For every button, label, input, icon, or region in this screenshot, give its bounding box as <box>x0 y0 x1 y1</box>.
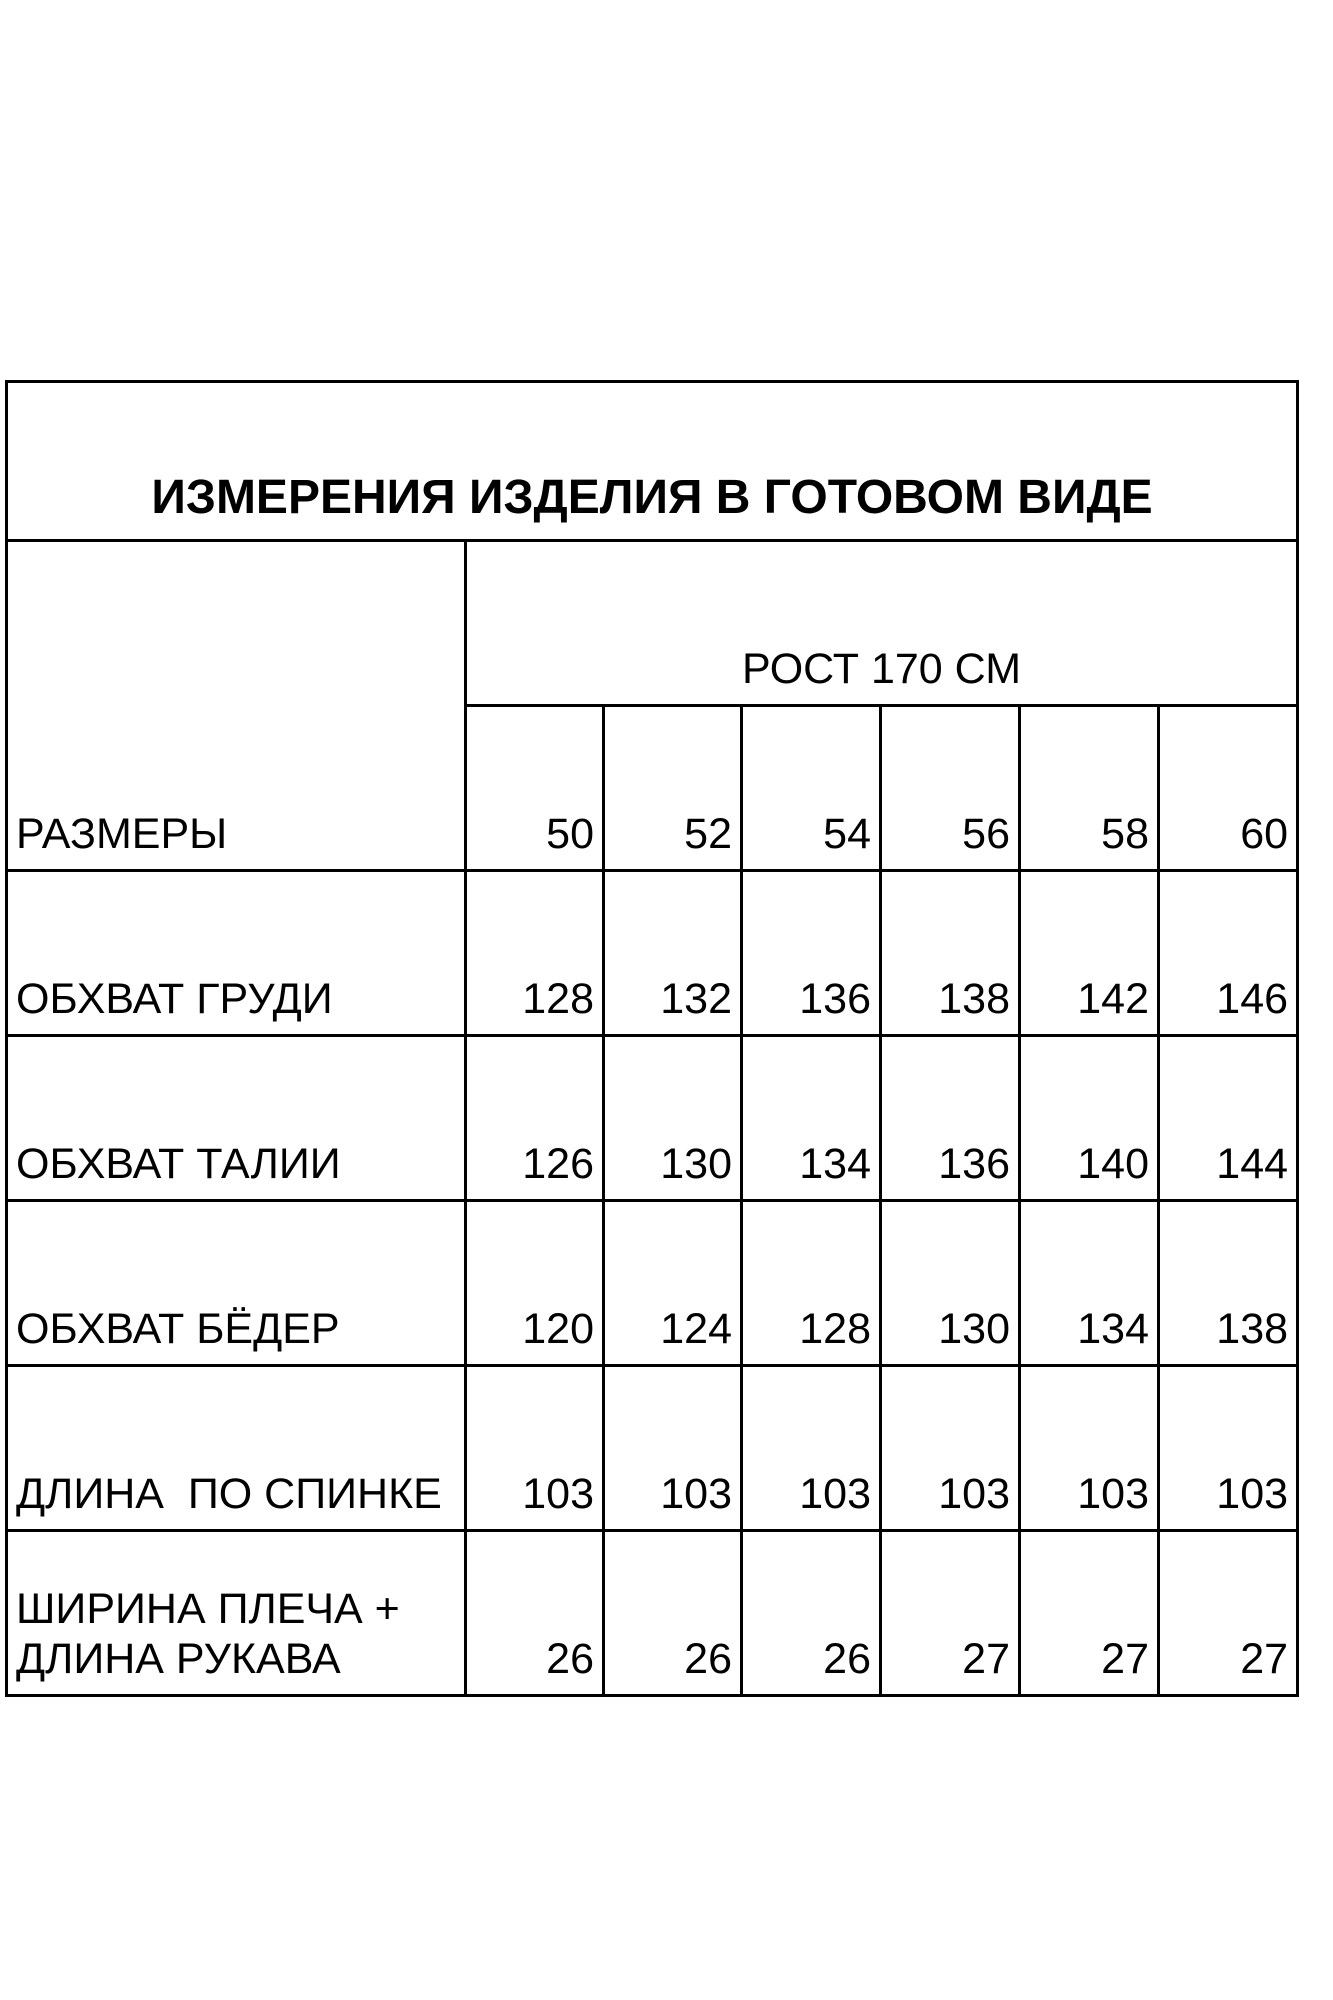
value-cell: 134 <box>742 1036 881 1201</box>
value-cell: 136 <box>881 1036 1020 1201</box>
size-cell: 54 <box>742 706 881 871</box>
height-row <box>7 541 1298 706</box>
value-cell: 128 <box>742 1201 881 1366</box>
value-cell: 26 <box>742 1531 881 1696</box>
row-label: ОБХВАТ ТАЛИИ <box>7 1036 466 1201</box>
back-length-row <box>7 1366 1298 1531</box>
value-cell: 26 <box>466 1531 604 1696</box>
value-cell: 103 <box>742 1366 881 1531</box>
hips-row <box>7 1201 1298 1366</box>
value-cell: 136 <box>742 871 881 1036</box>
value-cell: 132 <box>604 871 742 1036</box>
value-cell: 146 <box>1159 871 1298 1036</box>
size-cell: 52 <box>604 706 742 871</box>
size-cell: 56 <box>881 706 1020 871</box>
value-cell: 144 <box>1159 1036 1298 1201</box>
value-cell: 27 <box>1159 1531 1298 1696</box>
value-cell: 128 <box>466 871 604 1036</box>
value-cell: 26 <box>604 1531 742 1696</box>
title-row <box>7 382 1298 541</box>
row-label: ОБХВАТ ГРУДИ <box>7 871 466 1036</box>
value-cell: 126 <box>466 1036 604 1201</box>
sizes-label: РАЗМЕРЫ <box>7 541 466 871</box>
value-cell: 27 <box>1020 1531 1159 1696</box>
row-label: ОБХВАТ БЁДЕР <box>7 1201 466 1366</box>
waist-row <box>7 1036 1298 1201</box>
value-cell: 138 <box>881 871 1020 1036</box>
table-title: ИЗМЕРЕНИЯ ИЗДЕЛИЯ В ГОТОВОМ ВИДЕ <box>7 382 1298 541</box>
row-label-line2: ДЛИНА РУКАВА <box>16 1634 341 1683</box>
value-cell: 103 <box>1159 1366 1298 1531</box>
size-cell: 50 <box>466 706 604 871</box>
value-cell: 103 <box>881 1366 1020 1531</box>
row-label <box>7 1531 466 1696</box>
value-cell: 103 <box>466 1366 604 1531</box>
value-cell: 142 <box>1020 871 1159 1036</box>
size-cell: 60 <box>1159 706 1298 871</box>
value-cell: 120 <box>466 1201 604 1366</box>
value-cell: 140 <box>1020 1036 1159 1201</box>
value-cell: 134 <box>1020 1201 1159 1366</box>
value-cell: 130 <box>881 1201 1020 1366</box>
value-cell: 27 <box>881 1531 1020 1696</box>
chest-row <box>7 871 1298 1036</box>
height-label: РОСТ 170 СМ <box>466 541 1298 706</box>
row-label: ДЛИНА ПО СПИНКЕ <box>7 1366 466 1531</box>
shoulder-sleeve-row <box>7 1531 1298 1696</box>
size-cell: 58 <box>1020 706 1159 871</box>
value-cell: 124 <box>604 1201 742 1366</box>
value-cell: 103 <box>604 1366 742 1531</box>
value-cell: 138 <box>1159 1201 1298 1366</box>
value-cell: 130 <box>604 1036 742 1201</box>
value-cell: 103 <box>1020 1366 1159 1531</box>
size-chart-table <box>5 380 1299 1697</box>
row-label-line1: ШИРИНА ПЛЕЧА + <box>16 1585 400 1634</box>
